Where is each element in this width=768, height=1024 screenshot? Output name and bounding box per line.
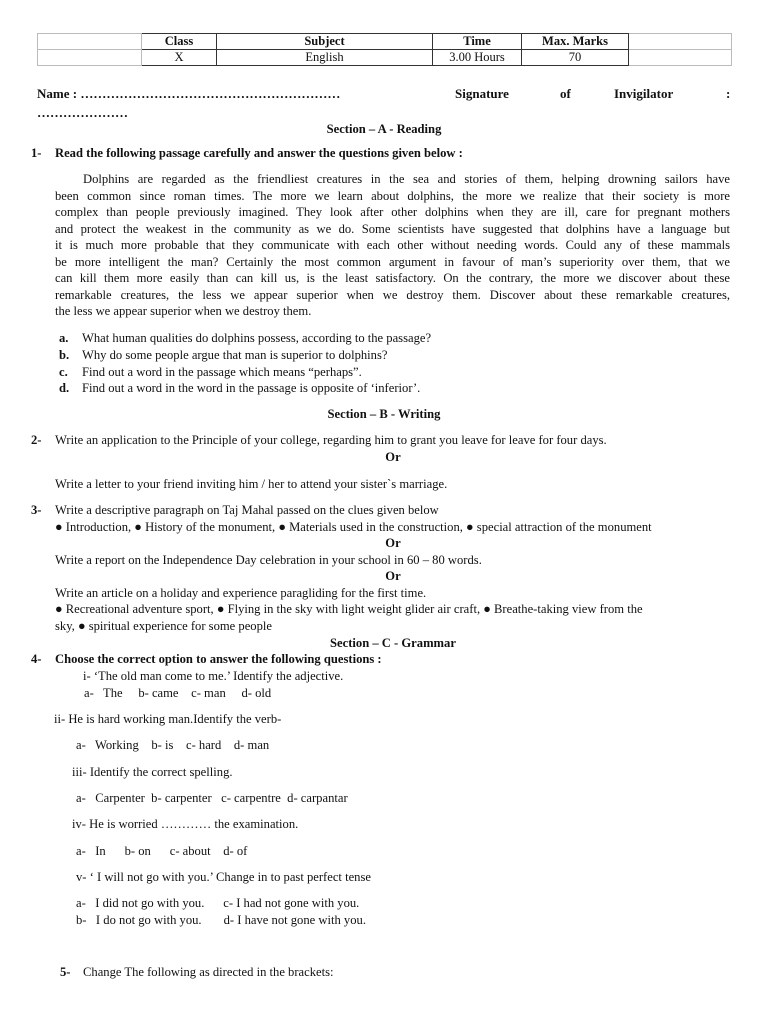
q4-iv-options: a- In b- on c- about d- of	[76, 844, 248, 858]
passage-line: been common since roman times. The more we learn about dolphins, the more we realize that their society is more	[55, 188, 730, 203]
colon: :	[726, 86, 731, 101]
section-a-title: Section – A - Reading	[326, 122, 442, 136]
passage-line: can kill them more easily than can kill us, is the least satisfactory. On the contrary, the more we discover about these	[55, 271, 730, 285]
q1b-text: Why do some people argue that man is superior to dolphins?	[82, 348, 388, 362]
passage-line: complex than people previously imagined. They look after other dolphins when they are ill, care for pregnant mothers	[55, 205, 730, 219]
q3-clues: ● Introduction, ● History of the monument, ● Materials used in the construction, ● special attraction of the monument	[55, 520, 652, 534]
q4-v-question: v- ‘ I will not go with you.’ Change in to past perfect tense	[76, 870, 371, 884]
q1d-letter: d.	[59, 381, 70, 395]
q4-iv-question: iv- He is worried ………… the examination.	[72, 817, 299, 831]
header-class: Class	[142, 34, 217, 50]
q3-number: 3-	[31, 503, 42, 517]
q5-number: 5-	[60, 965, 71, 979]
q3-alt2-clues: ● Recreational adventure sport, ● Flying in the sky with light weight glider air craft, ● Breathe-taking view from the	[55, 602, 643, 616]
q1c-letter: c.	[59, 365, 68, 379]
q1c-text: Find out a word in the passage which means “perhaps”.	[82, 365, 362, 379]
of-label: of	[560, 86, 571, 101]
header-subject: Subject	[217, 34, 433, 50]
q1a-text: What human qualities do dolphins possess, according to the passage?	[82, 331, 432, 345]
invigilator-label: Invigilator	[614, 86, 674, 101]
passage-line: it is much more probable that they communicate with each other without needing words. Could any of these mammals	[55, 238, 730, 252]
value-time: 3.00 Hours	[433, 50, 522, 66]
q3-alt2-text: Write an article on a holiday and experience paragliding for the first time.	[55, 586, 427, 600]
q2-number: 2-	[31, 433, 42, 447]
q1-instruction: Read the following passage carefully and answer the questions given below :	[55, 146, 463, 160]
blank-cell	[629, 50, 732, 66]
q1b-letter: b.	[59, 348, 70, 362]
passage-line: the less we appear superior when we destroy them.	[55, 304, 312, 318]
q3-alt1-text: Write a report on the Independence Day celebration in your school in 60 – 80 words.	[55, 553, 482, 567]
value-class: X	[142, 50, 217, 66]
q3-text: Write a descriptive paragraph on Taj Mahal passed on the clues given below	[55, 503, 439, 517]
passage-line: Dolphins are regarded as the friendliest creatures in the sea and stories of them, helping drowning sailors have	[83, 172, 730, 186]
q4-v-options-2: b- I do not go with you. d- I have not gone with you.	[76, 913, 366, 927]
q4-i-options: a- The b- came c- man d- old	[84, 686, 272, 700]
q4-ii-question: ii- He is hard working man.Identify the verb-	[54, 712, 282, 726]
section-c-title: Section – C - Grammar	[330, 636, 456, 650]
or-divider: Or	[385, 450, 401, 464]
passage	[55, 171, 730, 320]
section-b-title: Section – B - Writing	[327, 407, 441, 421]
q1d-text: Find out a word in the word in the passage is opposite of ‘inferior’.	[82, 381, 421, 395]
q4-number: 4-	[31, 652, 42, 666]
or-divider: Or	[385, 569, 401, 583]
q4-ii-options: a- Working b- is c- hard d- man	[76, 738, 270, 752]
q5-text: Change The following as directed in the brackets:	[83, 965, 334, 979]
value-subject: English	[217, 50, 433, 66]
q4-v-options-1: a- I did not go with you. c- I had not gone with you.	[76, 896, 360, 910]
q4-iii-question: iii- Identify the correct spelling.	[72, 765, 233, 779]
or-divider: Or	[385, 536, 401, 550]
passage-line: and protect the weakest in the community as we do. Some scientists have suggested that dolphins have a language but	[55, 221, 730, 236]
q3-alt2-clues-cont: sky, ● spiritual experience for some people	[55, 619, 272, 633]
signature-label: Signature	[455, 86, 509, 101]
header-time: Time	[433, 34, 522, 50]
q1a-letter: a.	[59, 331, 69, 345]
passage-line: remarkable creatures, the less we appear superior when we destroy them. Discover about these remarkable creatures,	[55, 287, 730, 302]
q2-text: Write an application to the Principle of your college, regarding him to grant you leave for leave for four days.	[55, 433, 607, 447]
blank-cell	[38, 50, 142, 66]
header-max-marks: Max. Marks	[522, 34, 629, 50]
q1-number: 1-	[31, 146, 42, 160]
blank-cell	[629, 34, 732, 50]
blank-cell	[38, 34, 142, 50]
q4-i-question: i- ‘The old man come to me.’ Identify the adjective.	[83, 669, 344, 683]
value-max-marks: 70	[522, 50, 629, 66]
name-label: Name : ……………………………………………………	[37, 86, 341, 101]
header-table	[37, 33, 732, 66]
name-dots: …………………	[37, 105, 128, 120]
value-row	[38, 50, 732, 66]
passage-line: be more intelligent the man? Certainly the most common argument in favour of man’s superiority over them, that we	[55, 254, 730, 269]
q4-iii-options: a- Carpenter b- carpenter c- carpentre d- carpantar	[76, 791, 348, 805]
q2-alt-text: Write a letter to your friend inviting him / her to attend your sister`s marriage.	[55, 477, 448, 491]
header-row	[38, 34, 732, 50]
q4-instruction: Choose the correct option to answer the following questions :	[55, 652, 382, 666]
